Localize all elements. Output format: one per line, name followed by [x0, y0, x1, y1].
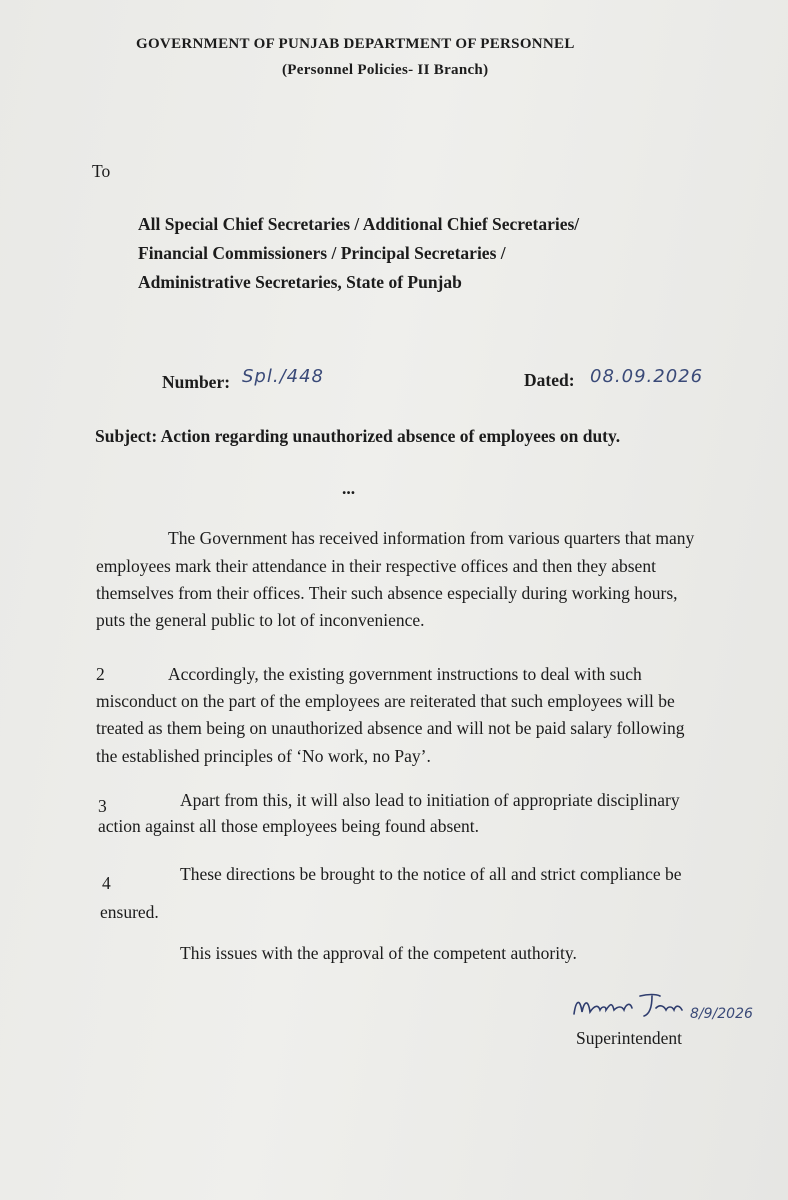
recipient-line-1: All Special Chief Secretaries / Additional Chief Secretaries/: [138, 214, 580, 234]
branch-name: (Personnel Policies- II Branch): [282, 62, 489, 78]
paragraph1-line-3: themselves from their offices. Their such absence especially during working hours,: [96, 583, 678, 603]
paragraph2-number: 2: [96, 664, 105, 684]
number-value: Spl./448: [242, 366, 324, 387]
separator: ...: [342, 478, 356, 498]
recipient-line-2: Financial Commissioners / Principal Secretaries /: [138, 243, 506, 263]
paragraph4-line-1: These directions be brought to the notice of all and strict compliance be: [180, 864, 682, 884]
paragraph1-line-4: puts the general public to lot of inconvenience.: [96, 610, 425, 630]
to-label: To: [92, 161, 111, 181]
paragraph2-line-2: misconduct on the part of the employees are reiterated that such employees will be: [96, 691, 675, 711]
paragraph3-line-1: Apart from this, it will also lead to initiation of appropriate disciplinary: [180, 790, 680, 810]
paragraph2-line-4: the established principles of ‘No work, no Pay’.: [96, 746, 431, 766]
designation: Superintendent: [576, 1028, 682, 1048]
paragraph1-line-1: The Government has received information from various quarters that many: [168, 528, 695, 548]
paragraph4-number: 4: [102, 873, 111, 893]
paragraph2-line-3: treated as them being on unauthorized absence and will not be paid salary following: [96, 718, 685, 738]
approval-line: This issues with the approval of the competent authority.: [180, 943, 577, 963]
paragraph4-line-2: ensured.: [100, 902, 159, 922]
paragraph1-line-2: employees mark their attendance in their respective offices and then they absent: [96, 556, 656, 576]
paragraph3-number: 3: [98, 796, 107, 816]
signature-date: 8/9/2026: [690, 1006, 753, 1022]
recipient-line-3: Administrative Secretaries, State of Punjab: [138, 272, 462, 292]
paragraph3-line-2: action against all those employees being found absent.: [98, 816, 480, 836]
paragraph2-line-1: Accordingly, the existing government instructions to deal with such: [168, 664, 642, 684]
department-title: GOVERNMENT OF PUNJAB DEPARTMENT OF PERSONNEL: [136, 36, 575, 52]
number-label: Number:: [162, 372, 231, 392]
signature-mark: [570, 988, 690, 1026]
dated-label: Dated:: [524, 370, 575, 390]
dated-value: 08.09.2026: [590, 366, 704, 387]
subject-line: Subject: Action regarding unauthorized absence of employees on duty.: [95, 426, 621, 446]
